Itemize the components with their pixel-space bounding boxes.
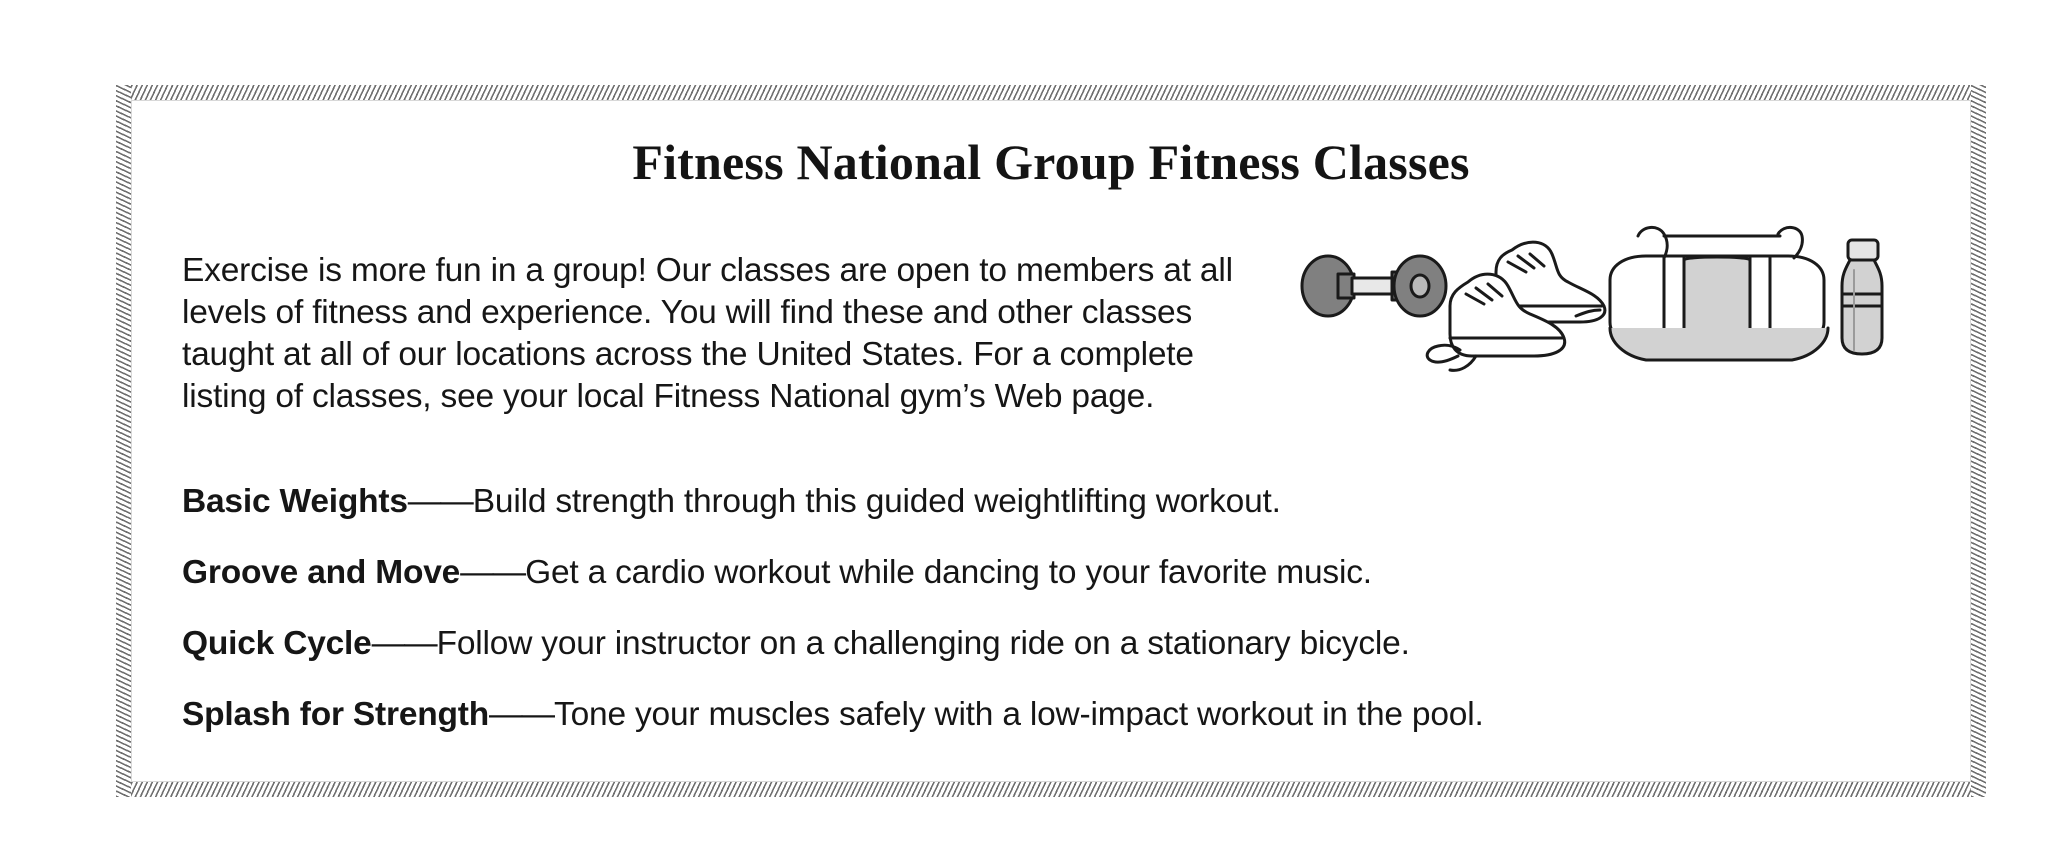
class-name: Quick Cycle <box>182 625 372 663</box>
class-description: Tone your muscles safely with a low-impact workout in the pool. <box>554 696 1484 734</box>
class-list <box>182 482 1920 736</box>
page-title: Fitness National Group Fitness Classes <box>632 134 1470 190</box>
class-dash: —— <box>460 554 526 591</box>
list-item <box>182 695 1920 735</box>
list-item <box>182 553 1920 593</box>
class-description: Build strength through this guided weightlifting workout. <box>472 482 1281 520</box>
gym-bag-dumbbell-sneakers-water-bottle-icon <box>1280 210 1920 410</box>
intro-paragraph: Exercise is more fun in a group! Our classes are open to members at all levels of fitness and experience. You will find these and other classes taught at all of our locations across the United States. For a complete listing of classes, see your local Fitness National gym’s Web page. <box>182 251 1233 416</box>
class-dash: —— <box>489 696 555 734</box>
class-description: Follow your instructor on a challenging ride on a stationary bicycle. <box>436 625 1410 663</box>
list-item <box>182 482 1920 522</box>
class-dash: —— <box>407 482 473 520</box>
class-name: Splash for Strength <box>182 696 490 734</box>
class-name: Basic Weights <box>182 482 408 520</box>
class-dash: —— <box>371 625 437 663</box>
gym-bag-icon <box>1610 227 1828 360</box>
class-description: Get a cardio workout while dancing to your favorite music. <box>525 554 1372 591</box>
gym-illustration <box>1280 210 1920 400</box>
class-name: Groove and Move <box>182 554 461 591</box>
dumbbell-icon <box>1302 256 1446 316</box>
water-bottle-icon <box>1842 240 1882 354</box>
flyer-card <box>116 85 1986 797</box>
list-item <box>182 624 1920 664</box>
flyer-content <box>122 91 1980 791</box>
intro-row <box>182 216 1920 452</box>
